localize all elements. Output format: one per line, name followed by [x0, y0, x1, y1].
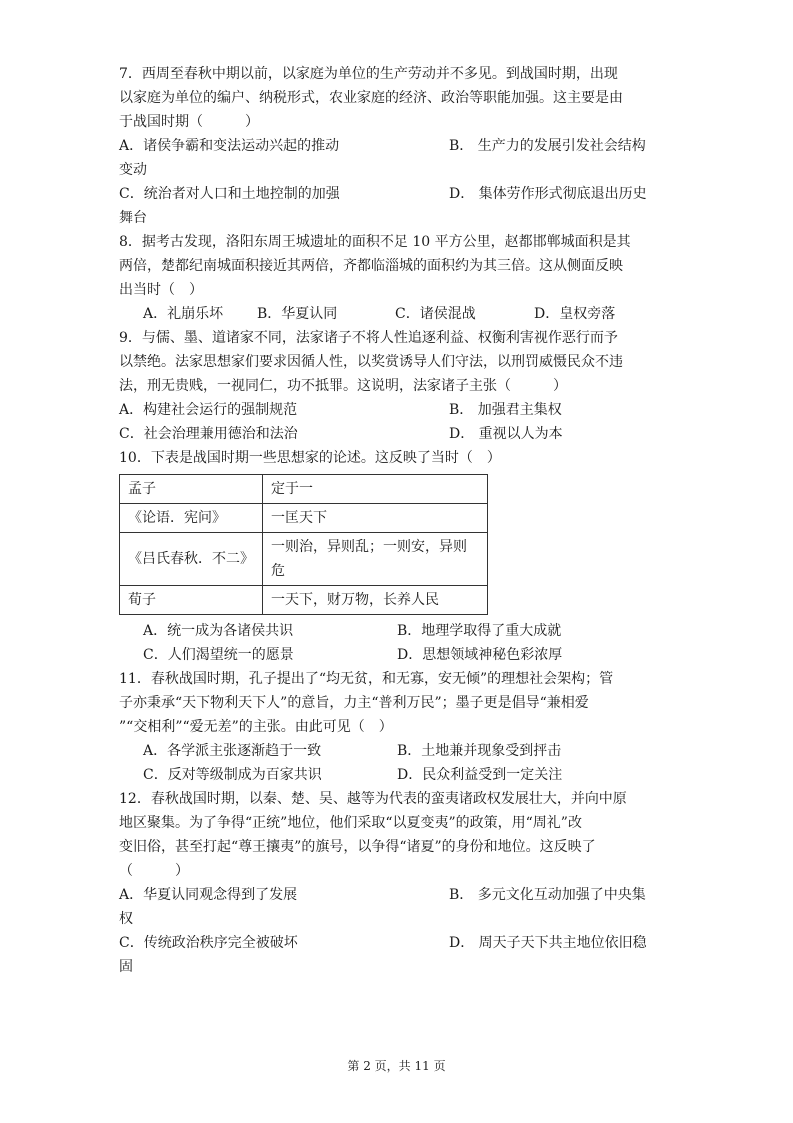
- table-cell-quote: 一天下，财万物，长养人民: [263, 586, 488, 615]
- question-7-option-c[interactable]: C．统治者对人口和土地控制的加强: [119, 186, 340, 202]
- table-cell-quote: 定于一: [263, 475, 488, 504]
- question-12-option-c[interactable]: C．传统政治秩序完全被破坏: [119, 935, 298, 951]
- question-8-option-d[interactable]: D．皇权旁落: [534, 306, 616, 322]
- question-7: [119, 62, 679, 230]
- question-10-option-c[interactable]: C．人们渴望统一的愿景: [143, 647, 294, 663]
- quote-table: [119, 474, 488, 615]
- question-11-stem-line-3: ”“交相利”“爱无差”的主张。由此可见（ ）: [119, 719, 393, 735]
- table-cell-source: 荀子: [120, 586, 263, 615]
- question-11-stem-line-2: 子亦秉承“天下物利天下人”的意旨，力主“普利万民”；墨子更是倡导“兼相爱: [119, 695, 589, 711]
- question-7-option-b[interactable]: B． 生产力的发展引发社会结构: [449, 138, 646, 154]
- question-8-stem-line-2: 两倍，楚都纪南城面积接近其两倍，齐都临淄城的面积约为其三倍。这从侧面反映: [119, 258, 623, 274]
- question-12: [119, 787, 679, 979]
- question-8-option-a[interactable]: A．礼崩乐坏: [143, 306, 224, 322]
- question-12-option-b-continued: 权: [119, 911, 133, 927]
- question-9-option-c[interactable]: C．社会治理兼用德治和法治: [119, 426, 298, 442]
- question-11-option-b[interactable]: B．土地兼并现象受到抨击: [397, 743, 562, 759]
- table-cell-source: 孟子: [120, 475, 263, 504]
- question-10-stem: 10．下表是战国时期一些思想家的论述。这反映了当时（ ）: [119, 450, 501, 466]
- question-12-stem-line-1: 12．春秋战国时期，以秦、楚、吴、越等为代表的蛮夷诸政权发展壮大，并向中原: [119, 791, 627, 807]
- question-10: [119, 446, 679, 667]
- question-12-stem-line-3: 变旧俗，甚至打起“尊王攘夷”的旗号，以争得“诸夏”的身份和地位。这反映了: [119, 839, 596, 855]
- page-footer: 第 2 页，共 11 页: [347, 1059, 446, 1073]
- question-7-option-a[interactable]: A．诸侯争霸和变法运动兴起的推动: [119, 138, 340, 154]
- question-7-stem-line-2: 以家庭为单位的编户、纳税形式，农业家庭的经济、政治等职能加强。这主要是由: [119, 90, 623, 106]
- table-cell-source: 《吕氏春秋．不二》: [120, 533, 263, 586]
- table-cell-quote: 一则治，异则乱；一则安，异则危: [263, 533, 488, 586]
- question-7-stem-line-1: 7．西周至春秋中期以前，以家庭为单位的生产劳动并不多见。到战国时期，出现: [119, 66, 618, 82]
- question-12-option-d[interactable]: D． 周天子天下共主地位依旧稳: [449, 935, 647, 951]
- question-8-stem-line-1: 8．据考古发现，洛阳东周王城遗址的面积不足 10 平方公里，赵都邯郸城面积是其: [119, 234, 631, 250]
- question-9-option-a[interactable]: A．构建社会运行的强制规范: [119, 402, 298, 418]
- question-7-option-b-continued: 变动: [119, 162, 147, 178]
- question-9-option-d[interactable]: D． 重视以人为本: [449, 426, 563, 442]
- question-12-option-a[interactable]: A．华夏认同观念得到了发展: [119, 887, 298, 903]
- question-9-stem-line-1: 9．与儒、墨、道诸家不同，法家诸子不将人性追逐利益、权衡利害视作恶行而予: [119, 330, 618, 346]
- question-12-option-b[interactable]: B． 多元文化互动加强了中央集: [449, 887, 646, 903]
- table-row: [120, 504, 488, 533]
- question-8-stem-line-3: 出当时（ ）: [119, 282, 203, 298]
- question-7-option-d-continued: 舞台: [119, 210, 147, 226]
- question-8-option-c[interactable]: C．诸侯混战: [395, 306, 476, 322]
- question-8: [119, 230, 679, 326]
- question-8-option-b[interactable]: B．华夏认同: [257, 306, 338, 322]
- question-11-stem-line-1: 11．春秋战国时期，孔子提出了“均无贫，和无寡，安无倾”的理想社会架构；管: [119, 671, 614, 687]
- question-11-option-d[interactable]: D．民众利益受到一定关注: [397, 767, 563, 783]
- question-12-stem-line-2: 地区聚集。为了争得“正统”地位，他们采取“以夏变夷”的政策，用“周礼”改: [119, 815, 582, 831]
- table-row: [120, 586, 488, 615]
- table-cell-quote: 一匡天下: [263, 504, 488, 533]
- question-9-stem-line-2: 以禁绝。法家思想家们要求因循人性，以奖赏诱导人们守法，以刑罚威慑民众不违: [119, 354, 623, 370]
- question-7-option-d[interactable]: D． 集体劳作形式彻底退出历史: [449, 186, 647, 202]
- question-10-option-b[interactable]: B．地理学取得了重大成就: [397, 623, 562, 639]
- question-9: [119, 326, 679, 446]
- question-10-option-a[interactable]: A．统一成为各诸侯共识: [143, 623, 294, 639]
- exam-page: [119, 62, 679, 979]
- question-11-option-a[interactable]: A．各学派主张逐渐趋于一致: [143, 743, 322, 759]
- question-10-option-d[interactable]: D．思想领域神秘色彩浓厚: [397, 647, 563, 663]
- question-7-stem-line-3: 于战国时期（ ）: [119, 114, 259, 130]
- question-11-option-c[interactable]: C．反对等级制成为百家共识: [143, 767, 322, 783]
- question-12-stem-line-4: （ ）: [119, 863, 189, 879]
- question-9-option-b[interactable]: B． 加强君主集权: [449, 402, 562, 418]
- question-12-option-d-continued: 固: [119, 959, 133, 975]
- question-9-stem-line-3: 法，刑无贵贱，一视同仁，功不抵罪。这说明，法家诸子主张（ ）: [119, 378, 567, 394]
- table-row: [120, 475, 488, 504]
- question-11: [119, 667, 679, 787]
- table-cell-source: 《论语．宪问》: [120, 504, 263, 533]
- table-row: [120, 533, 488, 586]
